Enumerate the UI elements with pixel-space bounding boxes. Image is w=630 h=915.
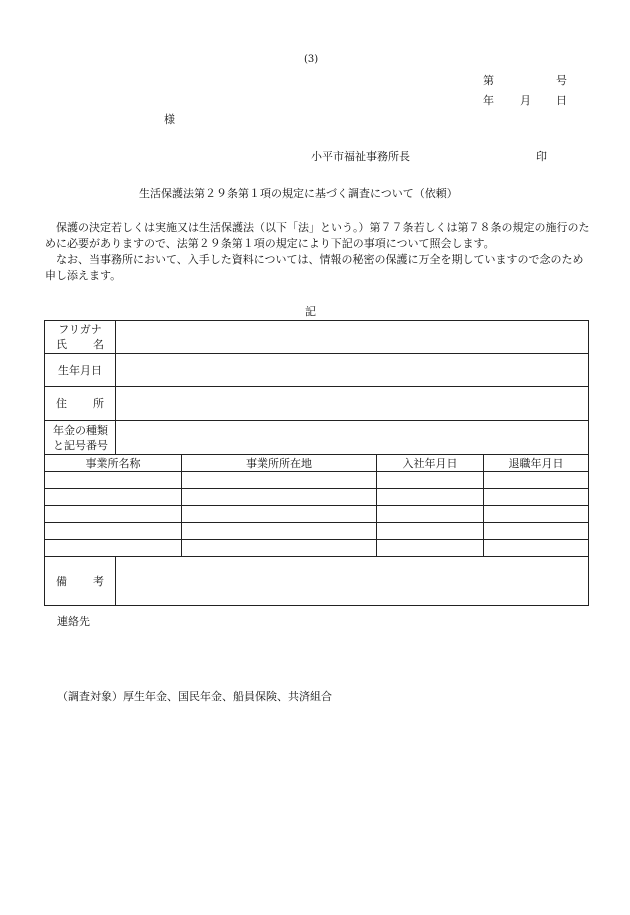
table-row: [45, 506, 589, 523]
table-row: [45, 489, 589, 506]
address-row: [45, 387, 589, 421]
leave-date-cell[interactable]: [484, 489, 589, 506]
table-row: [45, 472, 589, 489]
office-address-cell[interactable]: [182, 506, 377, 523]
office-address-cell[interactable]: [182, 523, 377, 540]
office-name-cell[interactable]: [45, 489, 182, 506]
pension-label-line1: 年金の種類: [53, 423, 108, 437]
remarks-label: 備 考: [45, 557, 116, 606]
date-year: 年: [483, 94, 494, 107]
hire-date-cell[interactable]: [377, 506, 484, 523]
leave-date-cell[interactable]: [484, 472, 589, 489]
office-name-cell[interactable]: [45, 523, 182, 540]
body-paragraph-1: 保護の決定若しくは実施又は生活保護法（以下「法」という。）第７７条若しくは第７８条の規定の施行のために必要がありますので、法第２９条第１項の規定により下記の事項について照会します。: [45, 221, 590, 250]
furigana-label: フリガナ: [58, 323, 102, 336]
body-text: [45, 220, 590, 284]
sender-name: 小平市福祉事務所長: [311, 150, 410, 163]
body-paragraph-2: なお、当事務所において、入手した資料については、情報の秘密の保護に万全を期していますので念のため申し添えます。: [45, 253, 584, 282]
date-month: 月: [520, 94, 531, 107]
table-row: [45, 523, 589, 540]
header-leave-date: 退職年月日: [484, 455, 589, 472]
office-name-cell[interactable]: [45, 472, 182, 489]
ki-heading: 記: [305, 305, 316, 318]
office-address-cell[interactable]: [182, 540, 377, 557]
seal-mark: 印: [536, 150, 547, 163]
office-address-cell[interactable]: [182, 489, 377, 506]
table-row: [45, 540, 589, 557]
page-marker: (3): [304, 54, 319, 65]
inquiry-form-table: [44, 320, 589, 606]
date-day: 日: [556, 94, 567, 107]
remarks-value-cell[interactable]: [116, 557, 589, 606]
doc-number-prefix: 第: [483, 74, 494, 87]
office-name-cell[interactable]: [45, 506, 182, 523]
contact-label: 連絡先: [57, 615, 90, 628]
birthdate-value-cell[interactable]: [116, 354, 589, 387]
addressee-honorific: 様: [164, 113, 175, 126]
leave-date-cell[interactable]: [484, 540, 589, 557]
address-value-cell[interactable]: [116, 387, 589, 421]
name-value-cell[interactable]: [116, 321, 589, 354]
doc-number-suffix: 号: [556, 74, 567, 87]
hire-date-cell[interactable]: [377, 472, 484, 489]
office-address-cell[interactable]: [182, 472, 377, 489]
pension-label-line2: と記号番号: [53, 438, 108, 452]
employment-header-row: [45, 455, 589, 472]
pension-row: [45, 421, 589, 455]
hire-date-cell[interactable]: [377, 523, 484, 540]
leave-date-cell[interactable]: [484, 523, 589, 540]
header-hire-date: 入社年月日: [377, 455, 484, 472]
name-label-cell: [45, 321, 116, 354]
leave-date-cell[interactable]: [484, 506, 589, 523]
name-label: 氏 名: [56, 338, 104, 351]
survey-targets: （調査対象）厚生年金、国民年金、船員保険、共済組合: [57, 690, 332, 703]
hire-date-cell[interactable]: [377, 540, 484, 557]
office-name-cell[interactable]: [45, 540, 182, 557]
address-label: 住 所: [45, 387, 116, 421]
birthdate-label: 生年月日: [45, 354, 116, 387]
header-office-address: 事業所所在地: [182, 455, 377, 472]
hire-date-cell[interactable]: [377, 489, 484, 506]
name-row: [45, 321, 589, 354]
remarks-row: [45, 557, 589, 606]
birthdate-row: [45, 354, 589, 387]
pension-value-cell[interactable]: [116, 421, 589, 455]
header-office-name: 事業所名称: [45, 455, 182, 472]
document-title: 生活保護法第２９条第１項の規定に基づく調査について（依頼）: [139, 187, 458, 200]
pension-label-cell: [45, 421, 116, 455]
